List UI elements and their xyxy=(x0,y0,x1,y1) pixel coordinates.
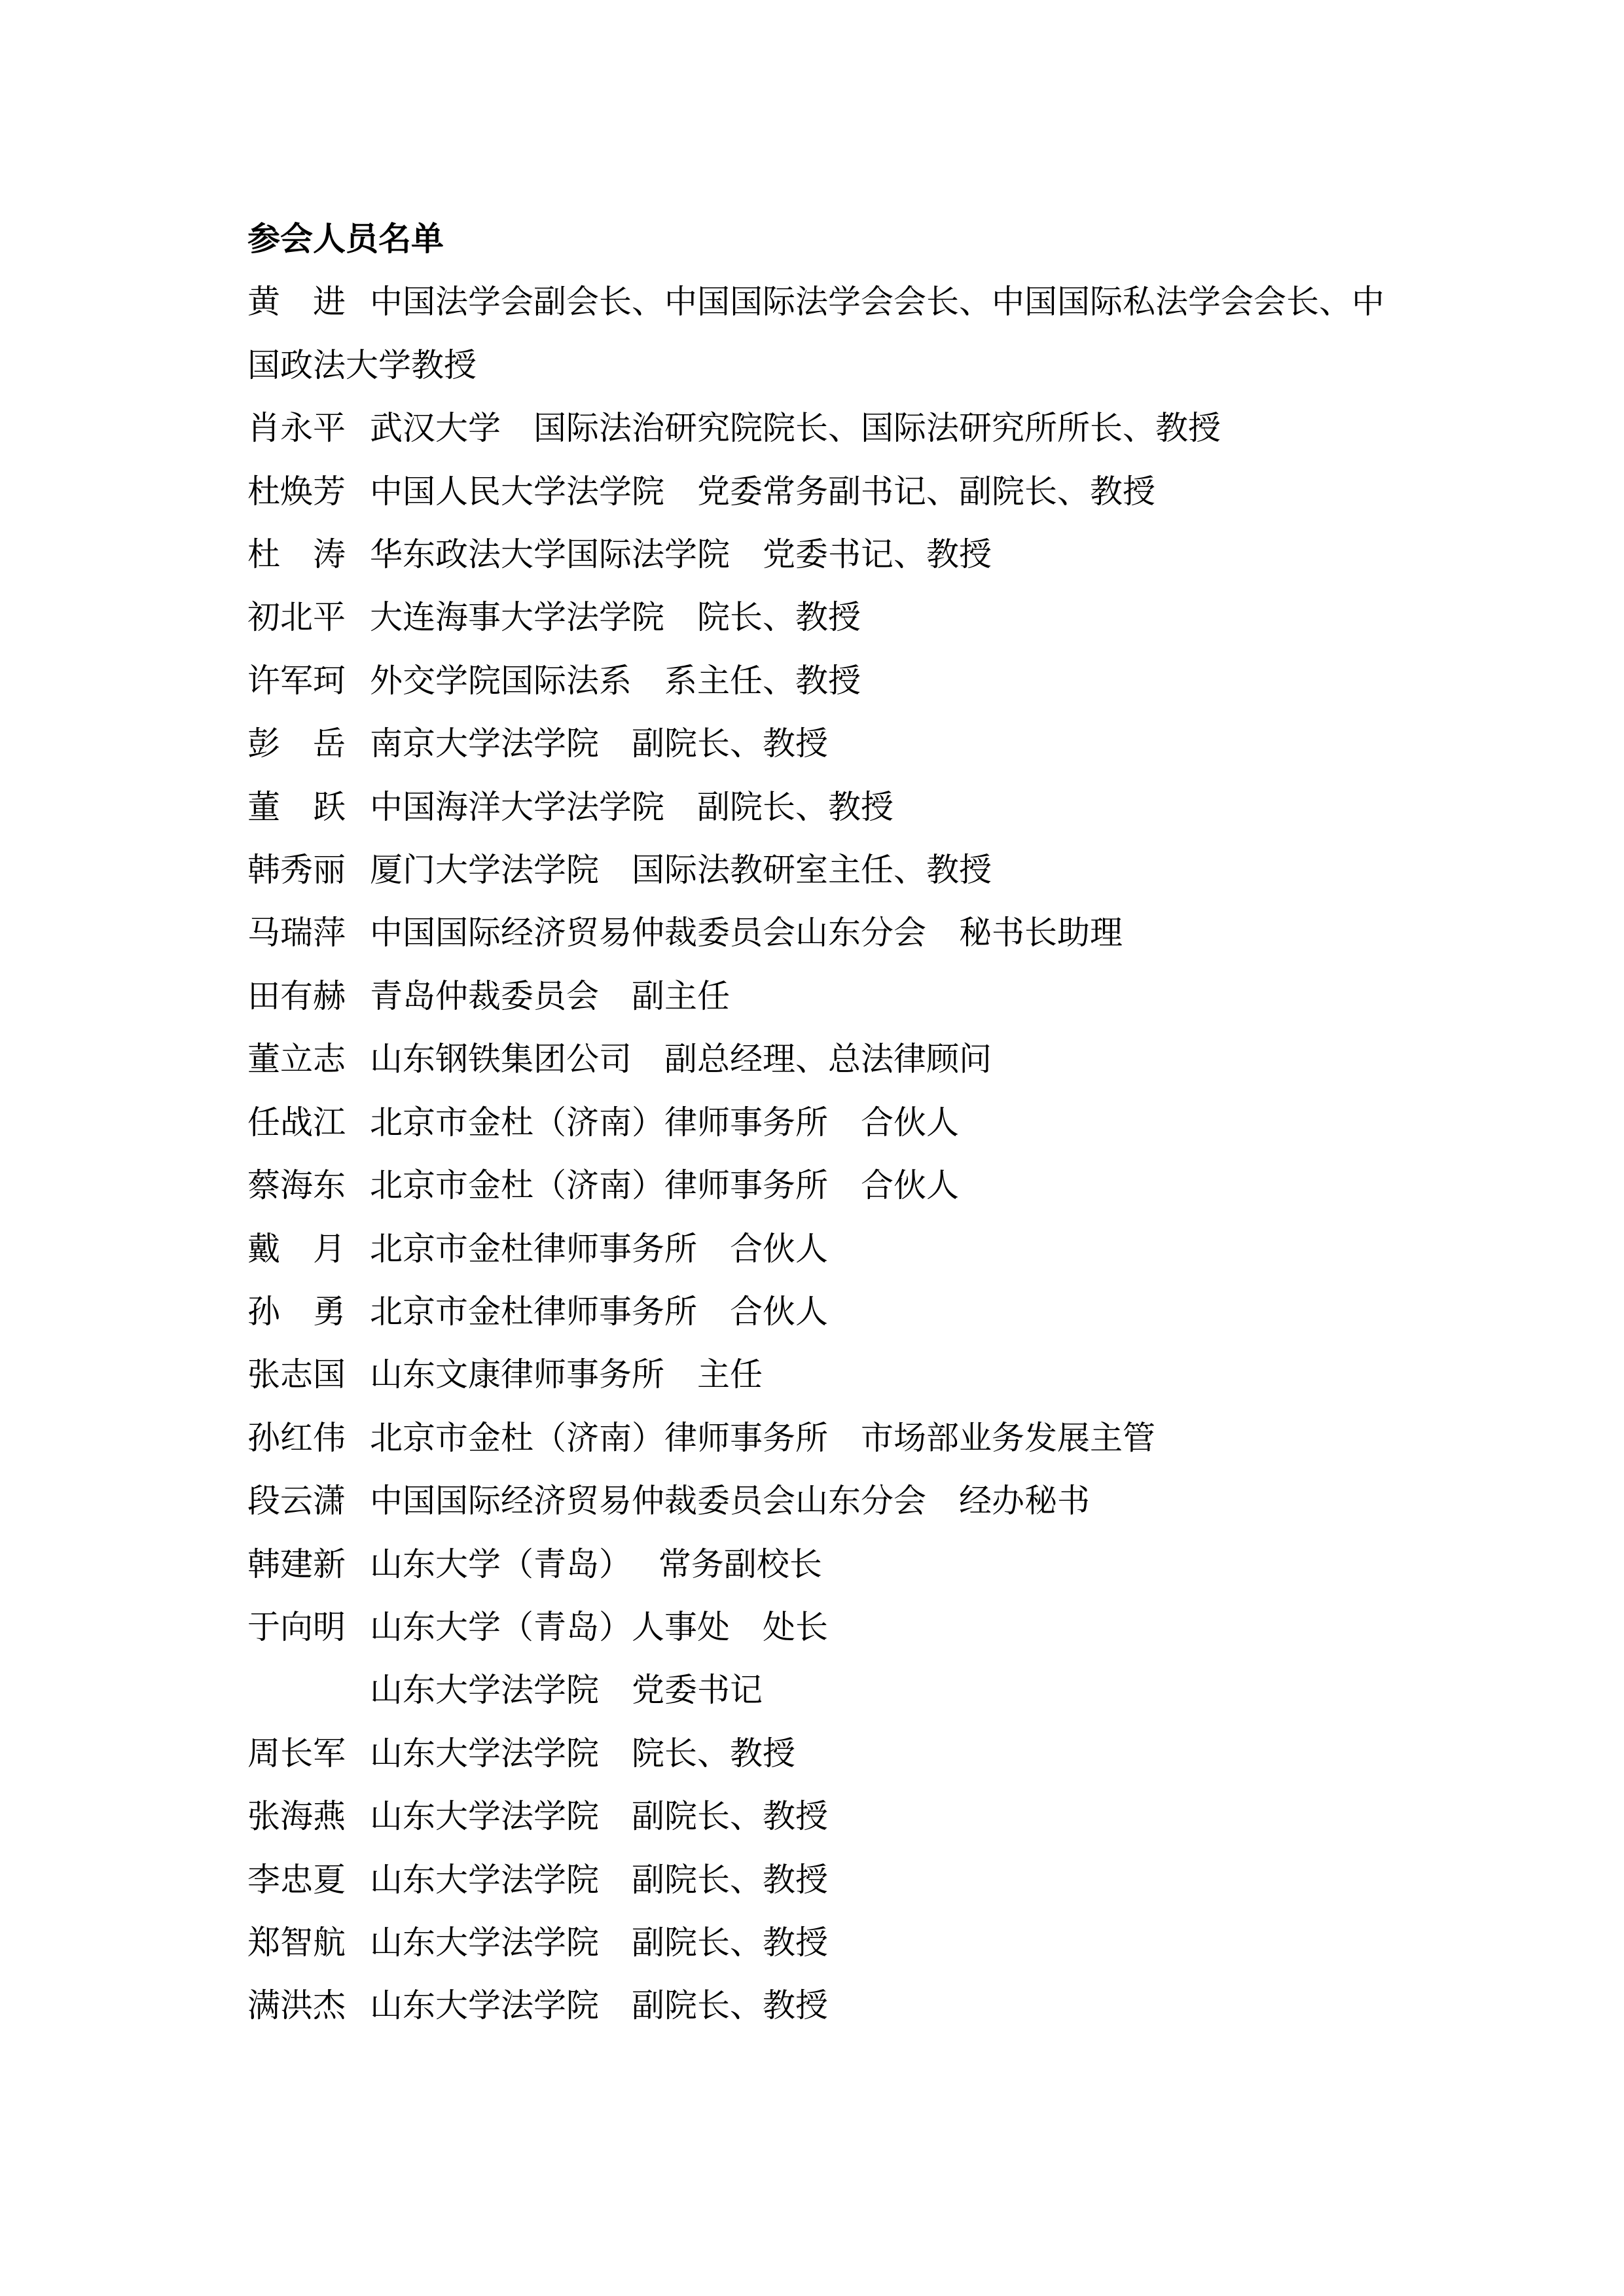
attendee-name: 董 跃 xyxy=(247,787,346,826)
attendee-name: 任战江 xyxy=(247,1103,346,1141)
attendee-name: 董立志 xyxy=(247,1040,346,1079)
attendee-name: 田有赫 xyxy=(247,977,346,1015)
attendee-affiliation: 山东大学法学院 副院长、教授 xyxy=(370,1923,828,1962)
attendee-name: 韩建新 xyxy=(247,1545,346,1583)
attendee-affiliation: 山东大学（青岛） 常务副校长 xyxy=(370,1545,822,1583)
list-item xyxy=(247,776,1403,838)
attendee-affiliation: 山东大学法学院 副院长、教授 xyxy=(370,1986,828,2025)
list-item xyxy=(247,1911,1403,1974)
attendee-name: 杜 涛 xyxy=(247,535,346,574)
attendee-affiliation: 中国国际经济贸易仲裁委员会山东分会 秘书长助理 xyxy=(370,914,1123,952)
attendee-name: 韩秀丽 xyxy=(247,851,346,889)
list-item xyxy=(247,1974,1403,2037)
list-item xyxy=(247,1091,1403,1154)
attendee-affiliation: 北京市金杜（济南）律师事务所 市场部业务发展主管 xyxy=(370,1418,1155,1457)
list-item xyxy=(247,1722,1403,1785)
attendee-name: 肖永平 xyxy=(247,409,346,448)
attendee-name: 孙红伟 xyxy=(247,1418,346,1457)
list-item xyxy=(247,1596,1403,1659)
attendee-affiliation: 中国人民大学法学院 党委常务副书记、副院长、教授 xyxy=(370,472,1155,511)
attendee-affiliation: 华东政法大学国际法学院 党委书记、教授 xyxy=(370,535,992,574)
list-item xyxy=(247,523,1403,586)
attendee-affiliation: 北京市金杜律师事务所 合伙人 xyxy=(370,1292,828,1331)
attendee-name: 郑智航 xyxy=(247,1923,346,1962)
list-item xyxy=(247,1407,1403,1469)
list-item xyxy=(247,838,1403,901)
list-item xyxy=(247,1785,1403,1848)
attendee-name: 初北平 xyxy=(247,598,346,637)
list-item xyxy=(247,1659,1403,1721)
attendee-name: 彭 岳 xyxy=(247,725,346,763)
list-item xyxy=(247,1154,1403,1217)
attendee-name xyxy=(247,1659,346,1721)
attendee-affiliation: 青岛仲裁委员会 副主任 xyxy=(370,977,730,1015)
attendee-name: 戴 月 xyxy=(247,1229,346,1268)
attendee-affiliation: 山东大学（青岛）人事处 处长 xyxy=(370,1607,828,1646)
attendee-affiliation: 山东大学法学院 副院长、教授 xyxy=(370,1860,828,1899)
attendee-name: 杜焕芳 xyxy=(247,472,346,511)
list-item xyxy=(247,1343,1403,1406)
attendee-affiliation: 山东大学法学院 党委书记 xyxy=(370,1671,763,1710)
list-item xyxy=(247,1469,1403,1532)
attendee-affiliation: 中国海洋大学法学院 副院长、教授 xyxy=(370,787,893,826)
attendee-list xyxy=(247,270,1403,2037)
attendee-affiliation: 大连海事大学法学院 院长、教授 xyxy=(370,598,861,637)
list-item xyxy=(247,1848,1403,1911)
attendee-name: 黄 进 xyxy=(247,283,346,321)
list-item xyxy=(247,1217,1403,1280)
attendee-affiliation: 北京市金杜律师事务所 合伙人 xyxy=(370,1229,828,1268)
list-item xyxy=(247,270,1403,397)
list-item xyxy=(247,397,1403,459)
attendee-affiliation: 山东大学法学院 院长、教授 xyxy=(370,1734,795,1772)
attendee-affiliation: 北京市金杜（济南）律师事务所 合伙人 xyxy=(370,1166,959,1205)
attendee-name: 于向明 xyxy=(247,1607,346,1646)
list-item xyxy=(247,1280,1403,1343)
attendee-name: 段云潇 xyxy=(247,1482,346,1520)
attendee-affiliation: 中国国际经济贸易仲裁委员会山东分会 经办秘书 xyxy=(370,1482,1090,1520)
attendee-name: 李忠夏 xyxy=(247,1860,346,1899)
attendee-affiliation: 中国法学会副会长、中国国际法学会会长、中国国际私法学会会长、中国政法大学教授 xyxy=(247,283,1384,384)
list-item xyxy=(247,649,1403,712)
attendee-name: 满洪杰 xyxy=(247,1986,346,2025)
list-item xyxy=(247,586,1403,649)
attendee-name: 张海燕 xyxy=(247,1797,346,1836)
attendee-affiliation: 南京大学法学院 副院长、教授 xyxy=(370,725,828,763)
list-item xyxy=(247,460,1403,523)
attendee-affiliation: 山东大学法学院 副院长、教授 xyxy=(370,1797,828,1836)
attendee-name: 马瑞萍 xyxy=(247,914,346,952)
attendee-affiliation: 北京市金杜（济南）律师事务所 合伙人 xyxy=(370,1103,959,1141)
attendee-affiliation: 山东钢铁集团公司 副总经理、总法律顾问 xyxy=(370,1040,992,1079)
list-item xyxy=(247,1028,1403,1090)
attendee-affiliation: 外交学院国际法系 系主任、教授 xyxy=(370,661,861,700)
attendee-affiliation: 山东文康律师事务所 主任 xyxy=(370,1355,763,1394)
list-item xyxy=(247,1533,1403,1596)
list-item xyxy=(247,712,1403,775)
attendee-name: 孙 勇 xyxy=(247,1292,346,1331)
page-title: 参会人员名单 xyxy=(247,219,444,258)
attendee-affiliation: 厦门大学法学院 国际法教研室主任、教授 xyxy=(370,851,992,889)
attendee-name: 张志国 xyxy=(247,1355,346,1394)
list-item xyxy=(247,965,1403,1028)
attendee-name: 周长军 xyxy=(247,1734,346,1772)
attendee-name: 许军珂 xyxy=(247,661,346,700)
attendee-affiliation: 武汉大学 国际法治研究院院长、国际法研究所所长、教授 xyxy=(370,409,1221,448)
attendee-name: 蔡海东 xyxy=(247,1166,346,1205)
list-item xyxy=(247,901,1403,964)
